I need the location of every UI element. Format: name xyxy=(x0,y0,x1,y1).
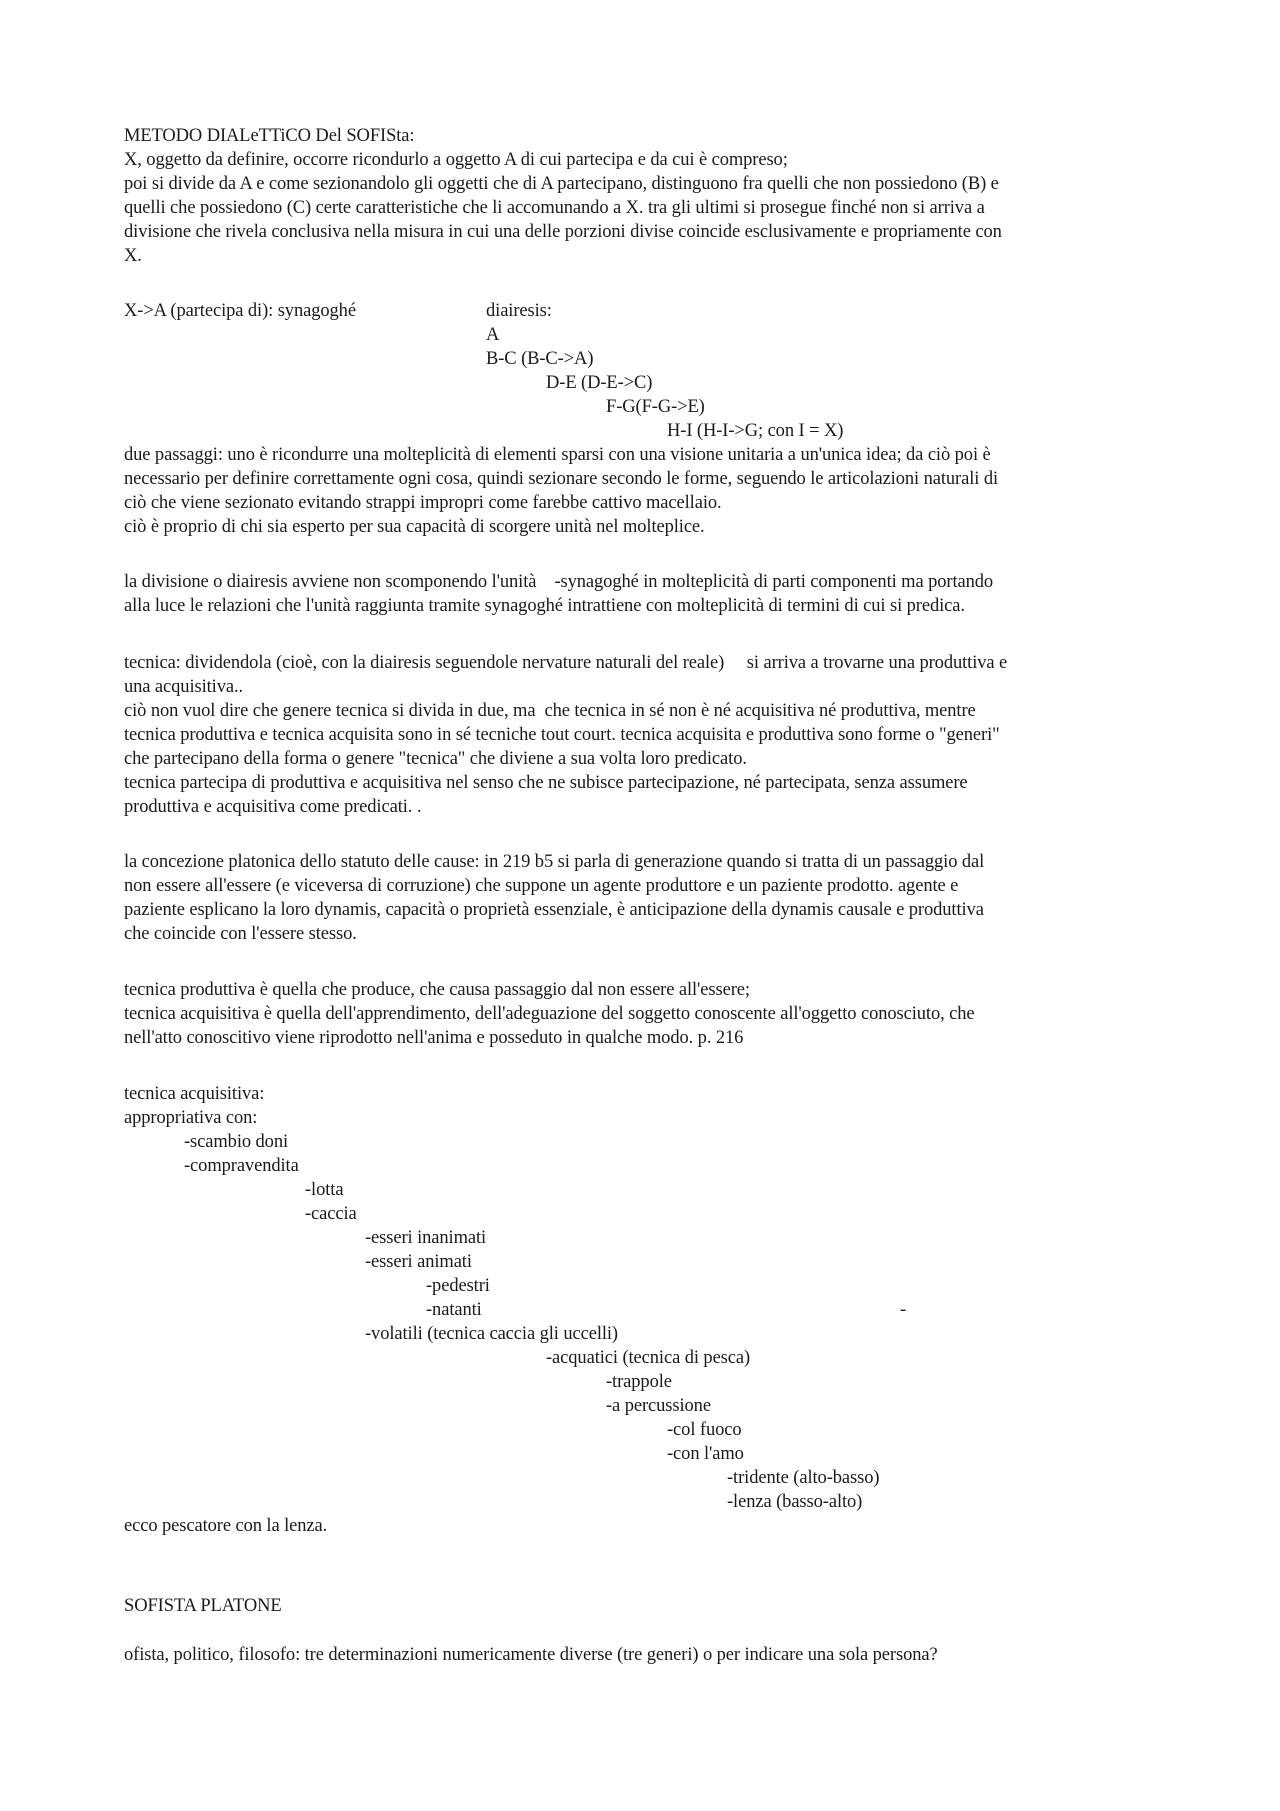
tree-node: -pedestri xyxy=(426,1276,490,1296)
paragraph-line: X, oggetto da definire, occorre ricondurlo a oggetto A di cui partecipa e da cui è compreso; xyxy=(124,150,788,170)
paragraph-line: che coincide con l'essere stesso. xyxy=(124,924,357,944)
tree-conclusion: ecco pescatore con la lenza. xyxy=(124,1516,328,1536)
tree-node: -natanti xyxy=(426,1300,482,1320)
paragraph-line: ciò è proprio di chi sia esperto per sua capacità di scorgere unità nel molteplice. xyxy=(124,517,705,537)
paragraph-line: nell'atto conoscitivo viene riprodotto nell'anima e posseduto in qualche modo. p. 216 xyxy=(124,1028,744,1048)
paragraph-line: ciò non vuol dire che genere tecnica si divida in due, ma che tecnica in sé non è né acquisitiva né produttiva, mentre xyxy=(124,701,976,721)
paragraph-line: tecnica produttiva è quella che produce, che causa passaggio dal non essere all'essere; xyxy=(124,980,750,1000)
stray-dash: - xyxy=(900,1300,907,1320)
scheme-step-a: A xyxy=(486,325,500,345)
tree-node: -caccia xyxy=(305,1204,357,1224)
scheme-synagoge: X->A (partecipa di): synagoghé xyxy=(124,301,356,321)
paragraph-line: tecnica produttiva e tecnica acquisita sono in sé tecniche tout court. tecnica acquisita e produttiva sono forme o "generi" xyxy=(124,725,1000,745)
paragraph-line: X. xyxy=(124,246,142,266)
paragraph-line: tecnica acquisitiva è quella dell'apprendimento, dell'adeguazione del soggetto conoscente all'oggetto conosciuto, che xyxy=(124,1004,975,1024)
tree-node: -tridente (alto-basso) xyxy=(727,1468,880,1488)
tree-node: -trappole xyxy=(606,1372,672,1392)
tree-node: -esseri animati xyxy=(365,1252,472,1272)
paragraph-line: alla luce le relazioni che l'unità raggiunta tramite synagoghé intrattiene con molteplicità di termini di cui si predica. xyxy=(124,596,965,616)
paragraph-line: che partecipano della forma o genere "tecnica" che diviene a sua volta loro predicato. xyxy=(124,749,747,769)
tree-node: -lenza (basso-alto) xyxy=(727,1492,863,1512)
paragraph-line: necessario per definire correttamente ogni cosa, quindi sezionare secondo le forme, seguendo le articolazioni naturali di xyxy=(124,469,999,489)
paragraph-line: divisione che rivela conclusiva nella misura in cui una delle porzioni divise coincide esclusivamente e propriamente con xyxy=(124,222,1002,242)
tree-node: -acquatici (tecnica di pesca) xyxy=(546,1348,751,1368)
scheme-step-hi: H-I (H-I->G; con I = X) xyxy=(667,421,844,441)
scheme-step-de: D-E (D-E->C) xyxy=(546,373,653,393)
paragraph-line: tecnica: dividendola (cioè, con la diairesis seguendole nervature naturali del reale) si arriva a trovarne una produttiva e xyxy=(124,653,1008,673)
scheme-step-bc: B-C (B-C->A) xyxy=(486,349,594,369)
tree-node: appropriativa con: xyxy=(124,1108,258,1128)
tree-node: -col fuoco xyxy=(667,1420,742,1440)
tree-root: tecnica acquisitiva: xyxy=(124,1084,265,1104)
paragraph-line: la divisione o diairesis avviene non scomponendo l'unità -synagoghé in molteplicità di parti componenti ma portando xyxy=(124,572,994,592)
paragraph-line: due passaggi: uno è ricondurre una molteplicità di elementi sparsi con una visione unitaria a un'unica idea; da ciò poi è xyxy=(124,445,991,465)
scheme-step-fg: F-G(F-G->E) xyxy=(606,397,705,417)
paragraph-line: poi si divide da A e come sezionandolo gli oggetti che di A partecipano, distinguono fra quelli che non possiedono (B) e xyxy=(124,174,999,194)
tree-node: -lotta xyxy=(305,1180,344,1200)
section-title: METODO DIALeTTiCO Del SOFISta: xyxy=(124,126,415,146)
paragraph-line: produttiva e acquisitiva come predicati. . xyxy=(124,797,422,817)
paragraph-line: non essere all'essere (e viceversa di corruzione) che suppone un agente produttore e un paziente prodotto. agente e xyxy=(124,876,959,896)
tree-node: -a percussione xyxy=(606,1396,711,1416)
tree-node: -scambio doni xyxy=(184,1132,289,1152)
paragraph-line: la concezione platonica dello statuto delle cause: in 219 b5 si parla di generazione quando si tratta di un passaggio dal xyxy=(124,852,985,872)
tree-node: -compravendita xyxy=(184,1156,299,1176)
tree-node: -con l'amo xyxy=(667,1444,744,1464)
paragraph-line: ofista, politico, filosofo: tre determinazioni numericamente diverse (tre generi) o per indicare una sola persona? xyxy=(124,1645,938,1665)
tree-node: -volatili (tecnica caccia gli uccelli) xyxy=(365,1324,618,1344)
section-title: SOFISTA PLATONE xyxy=(124,1596,282,1616)
scheme-diairesis-label: diairesis: xyxy=(486,301,552,321)
paragraph-line: ciò che viene sezionato evitando strappi impropri come farebbe cattivo macellaio. xyxy=(124,493,722,513)
paragraph-line: paziente esplicano la loro dynamis, capacità o proprietà essenziale, è anticipazione della dynamis causale e produttiva xyxy=(124,900,984,920)
paragraph-line: una acquisitiva.. xyxy=(124,677,244,697)
paragraph-line: tecnica partecipa di produttiva e acquisitiva nel senso che ne subisce partecipazione, né partecipata, senza assumere xyxy=(124,773,968,793)
tree-node: -esseri inanimati xyxy=(365,1228,487,1248)
paragraph-line: quelli che possiedono (C) certe caratteristiche che li accomunando a X. tra gli ultimi si prosegue finché non si arriva a xyxy=(124,198,985,218)
